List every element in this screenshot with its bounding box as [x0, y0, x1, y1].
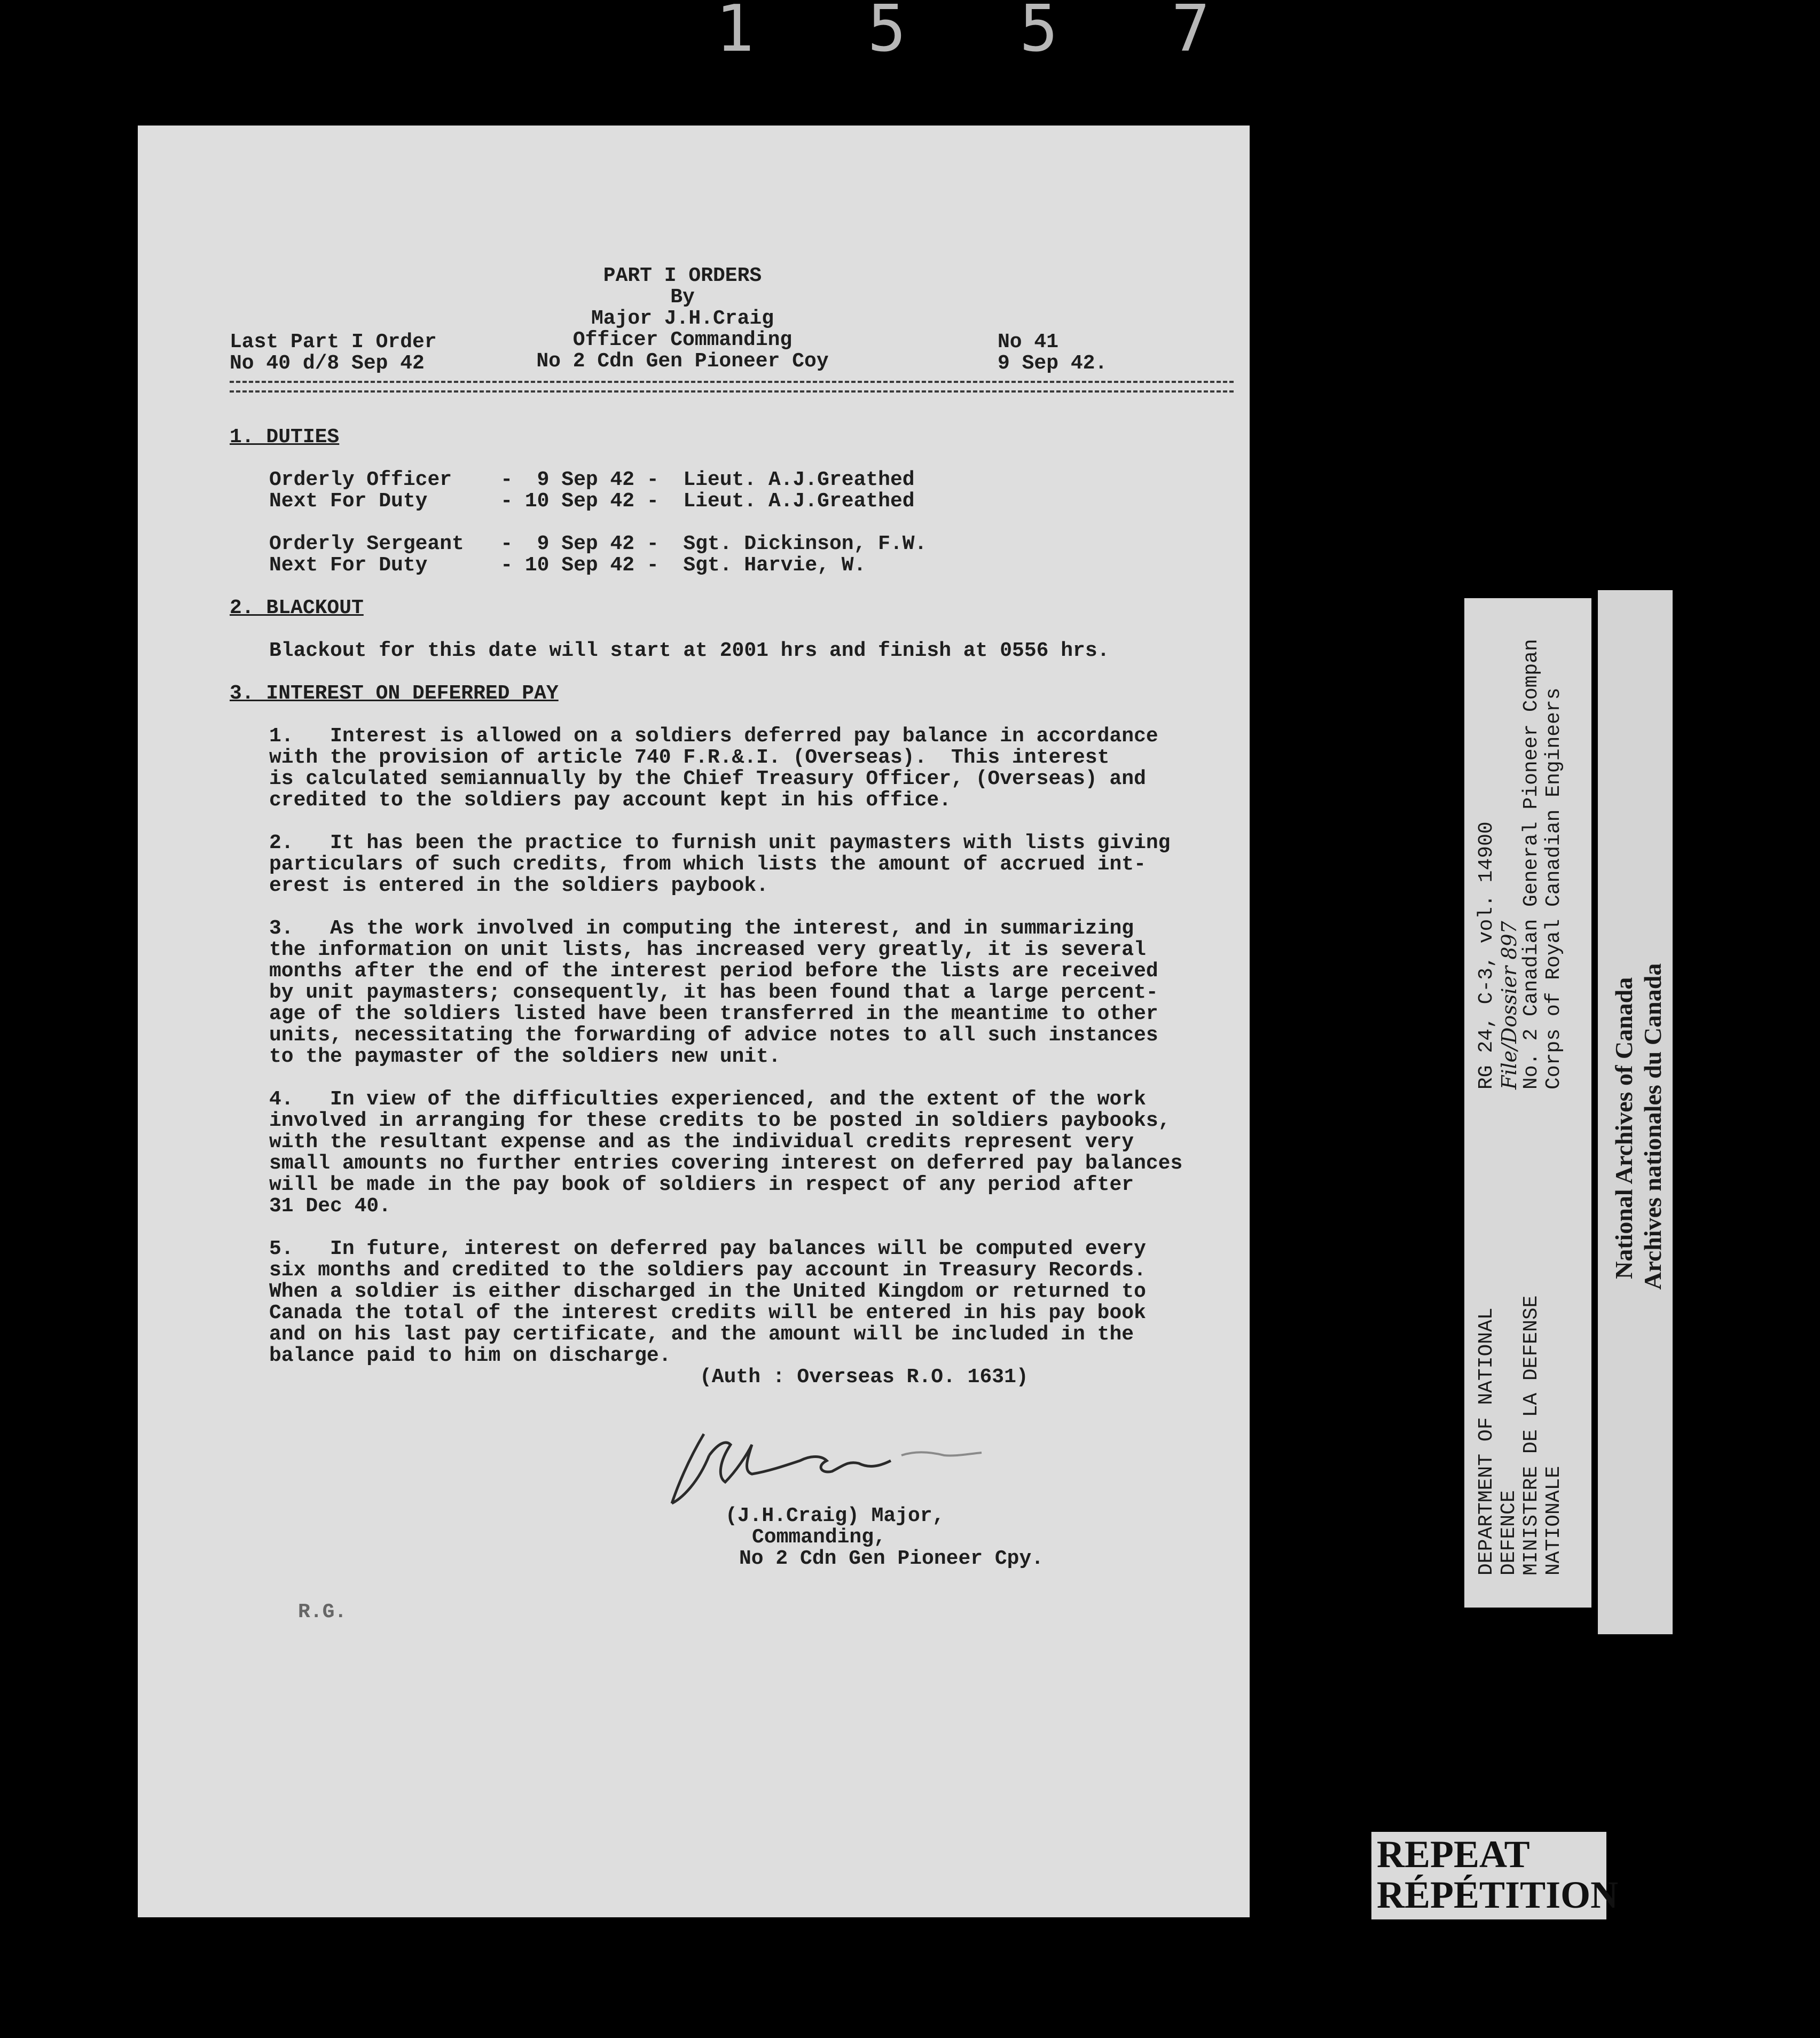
- paragraph-line: by unit paymasters; consequently, it has been found that a large percent-: [269, 981, 1158, 1004]
- unit-name: No. 2 Canadian General Pioneer Compan: [1520, 639, 1543, 1089]
- paragraph-line: small amounts no further entries covering interest on deferred pay balances: [269, 1152, 1183, 1175]
- paragraph-line: 31 Dec 40.: [269, 1195, 391, 1218]
- typist-initials: R.G.: [298, 1601, 347, 1624]
- paragraph-line: involved in arranging for these credits to be posted in soldiers paybooks,: [269, 1109, 1171, 1132]
- corps-name: Corps of Royal Canadian Engineers: [1542, 687, 1565, 1089]
- section-blackout-title: 2. BLACKOUT: [230, 597, 364, 620]
- paragraph-line: balance paid to him on discharge.: [269, 1344, 671, 1367]
- paragraph-line: erest is entered in the soldiers paybook.: [269, 874, 768, 897]
- handwritten-signature: [666, 1423, 1008, 1514]
- paragraph-line: six months and credited to the soldiers pay account in Treasury Records.: [269, 1259, 1146, 1282]
- paragraph-line: particulars of such credits, from which lists the amount of accrued int-: [269, 853, 1146, 876]
- signature-line-1: (J.H.Craig) Major,: [725, 1504, 945, 1527]
- order-date: 9 Sep 42.: [998, 352, 1108, 375]
- paragraph-line: credited to the soldiers pay account kept in his office.: [269, 789, 952, 812]
- paragraph-line: 3. As the work involved in computing the interest, and in summarizing: [269, 917, 1134, 940]
- paragraph-line: months after the end of the interest period before the lists are received: [269, 960, 1158, 983]
- double-rule: [230, 381, 1234, 393]
- duty-row: Orderly Sergeant - 9 Sep 42 - Sgt. Dickinson, F.W.: [269, 532, 927, 555]
- paragraph-line: 5. In future, interest on deferred pay balances will be computed every: [269, 1237, 1146, 1260]
- label-line: MINISTERE DE LA DEFENSE: [1520, 1295, 1543, 1575]
- archives-french: Archives nationales du Canada: [1639, 963, 1666, 1290]
- repetition-label: RÉPÉTITION: [1377, 1874, 1619, 1916]
- record-group-ref: RG 24, C-3, vol. 14900: [1475, 821, 1498, 1089]
- heading-line-2: By: [670, 286, 695, 309]
- repeat-label: REPEAT: [1377, 1833, 1530, 1876]
- file-dossier-ref: File/Dossier 897: [1497, 921, 1521, 1089]
- heading-line-3: Major J.H.Craig: [591, 307, 774, 330]
- paragraph-line: will be made in the pay book of soldiers in respect of any period after: [269, 1173, 1134, 1196]
- archives-english: National Archives of Canada: [1610, 977, 1637, 1279]
- blackout-text: Blackout for this date will start at 2001 hrs and finish at 0556 hrs.: [269, 639, 1110, 662]
- last-order-line-1: Last Part I Order: [230, 331, 437, 354]
- signature-line-2: Commanding,: [752, 1526, 886, 1549]
- paragraph-line: age of the soldiers listed have been transferred in the meantime to other: [269, 1002, 1158, 1025]
- part-one-orders: [138, 126, 1250, 1917]
- paragraph-line: the information on unit lists, has increased very greatly, it is several: [269, 938, 1146, 961]
- duty-row: Next For Duty - 10 Sep 42 - Sgt. Harvie, W.: [269, 554, 866, 577]
- frame-number: 1 5 5 7: [716, 0, 1248, 66]
- paragraph-line: Canada the total of the interest credits will be entered in his pay book: [269, 1302, 1146, 1324]
- paragraph-line: 4. In view of the difficulties experienced, and the extent of the work: [269, 1088, 1146, 1111]
- paragraph-line: and on his last pay certificate, and the amount will be included in the: [269, 1323, 1134, 1346]
- archives-banner: [1598, 590, 1673, 1634]
- paragraph-line: with the provision of article 740 F.R.&.I. (Overseas). This interest: [269, 746, 1110, 769]
- duty-row: Next For Duty - 10 Sep 42 - Lieut. A.J.Greathed: [269, 490, 915, 513]
- heading-line-5: No 2 Cdn Gen Pioneer Coy: [536, 350, 829, 373]
- document-page: [138, 126, 1250, 1917]
- paragraph-line: 1. Interest is allowed on a soldiers deferred pay balance in accordance: [269, 725, 1158, 748]
- authority-reference: (Auth : Overseas R.O. 1631): [700, 1366, 1029, 1389]
- paragraph-line: with the resultant expense and as the individual credits represent very: [269, 1131, 1134, 1154]
- label-line: NATIONALE: [1542, 1465, 1565, 1575]
- label-line: DEFENCE: [1497, 1490, 1520, 1575]
- paragraph-line: units, necessitating the forwarding of advice notes to all such instances: [269, 1024, 1158, 1047]
- repeat-stamp: [1371, 1832, 1619, 1919]
- section-interest-title: 3. INTEREST ON DEFERRED PAY: [230, 682, 559, 705]
- label-line: DEPARTMENT OF NATIONAL: [1475, 1307, 1498, 1575]
- paragraph-line: 2. It has been the practice to furnish unit paymasters with lists giving: [269, 832, 1171, 855]
- order-number: No 41: [998, 331, 1059, 354]
- section-duties-title: 1. DUTIES: [230, 426, 340, 449]
- duty-row: Orderly Officer - 9 Sep 42 - Lieut. A.J.Greathed: [269, 468, 915, 491]
- heading-line-4: Officer Commanding: [572, 328, 793, 351]
- last-order-line-2: No 40 d/8 Sep 42: [230, 352, 425, 375]
- signature-line-3: No 2 Cdn Gen Pioneer Cpy.: [739, 1547, 1044, 1570]
- paragraph-line: When a soldier is either discharged in the United Kingdom or returned to: [269, 1280, 1146, 1303]
- archive-label: [1464, 598, 1591, 1608]
- paragraph-line: is calculated semiannually by the Chief Treasury Officer, (Overseas) and: [269, 767, 1146, 790]
- paragraph-line: to the paymaster of the soldiers new unit.: [269, 1045, 781, 1068]
- heading-line-1: PART I ORDERS: [603, 264, 762, 287]
